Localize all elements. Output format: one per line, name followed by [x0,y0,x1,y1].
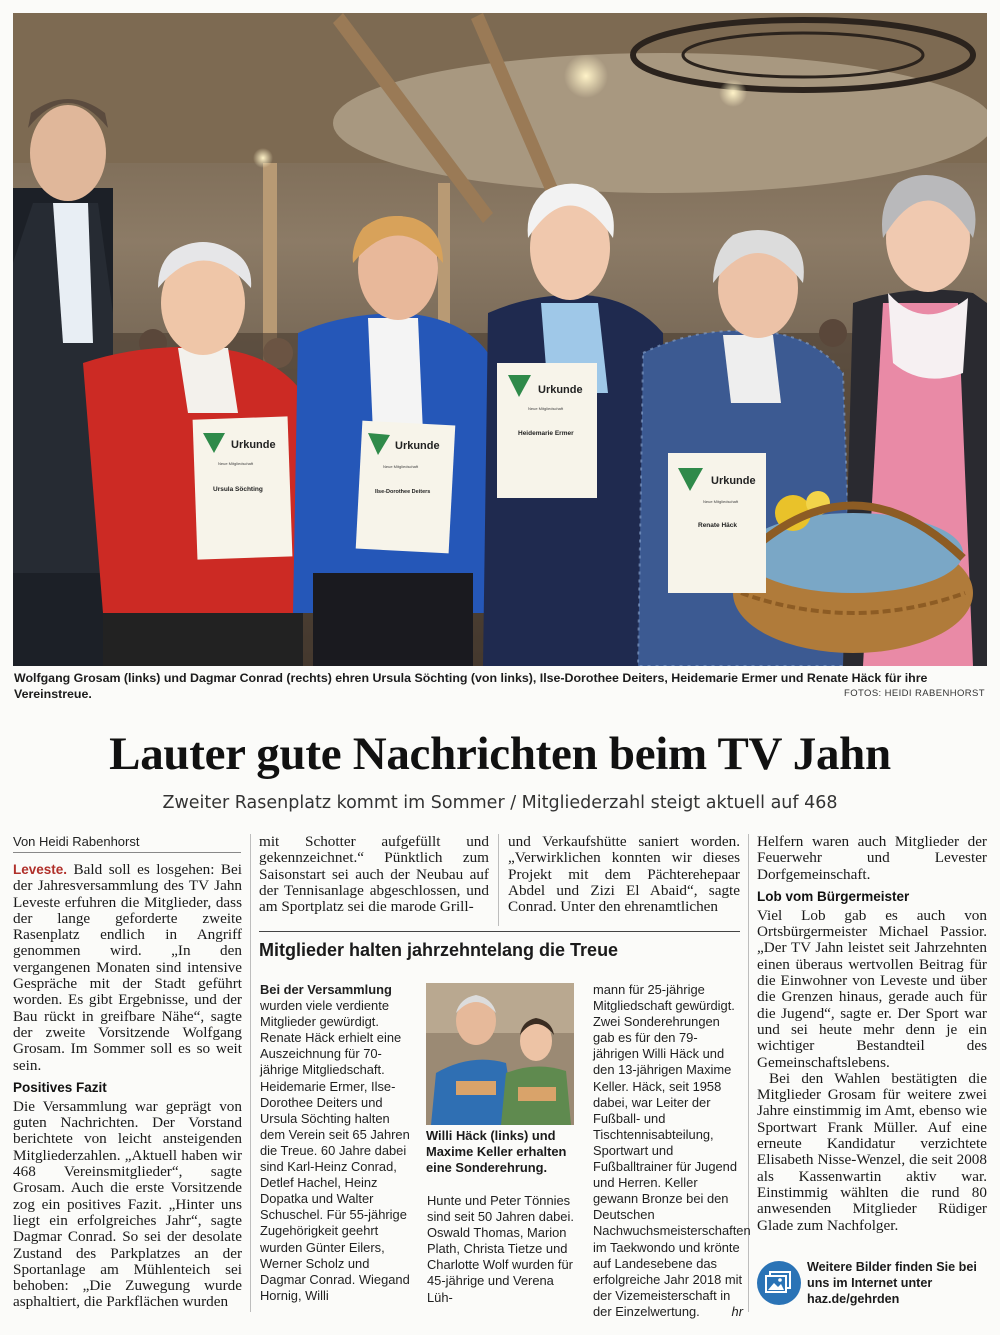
box-column-3 [593,982,751,1320]
paragraph: und Verkaufshütte saniert worden. „Verwirklichen konnten wir dieses Projekt mit dem Pächterehepaar Abdel und Zizi El Abaid“, sagte Conrad. Unter den ehrenamtlichen [508,833,740,916]
article-column-4 [757,834,987,1234]
box-text: wurden viele verdiente Mitglieder gewürdigt. Renate Häck erhielt eine Auszeichnung für 70-jährige Mitgliedschaft. Heidemarie Ermer, Ilse-Dorothee Deiters und Ursula Söchting halten dem Verein seit 65 Jahren die Treue. 60 Jahre dabei sind Karl-Heinz Conrad, Detlef Hachel, Heinz Dopatka und Walter Schuschel. Für 55-jährige Zugehörigkeit geehrt wurden Günter Eilers, Werner Scholz und Dagmar Conrad. Wiegand Hornig, Willi [260,998,410,1303]
column-rule [498,834,499,926]
subheading-lob-vom-buergermeister: Lob vom Bürgermeister [757,888,910,904]
photo-gallery-icon [757,1261,801,1305]
box-lead-bold: Bei der Versammlung [260,982,392,997]
box-title: Mitglieder halten jahrzehntelang die Treue [259,940,619,960]
box-text: Hunte und Peter Tönnies sind seit 50 Jahren dabei. Oswald Thomas, Marion Plath, Christa Tietze und Charlotte Wolf wurden für 45-jährige und Verena Lüh- [427,1193,574,1305]
box-column-1 [260,982,415,1304]
column-rule [748,834,749,1312]
certificate-2 [356,421,456,554]
certificate-2-name: Ilse-Dorothee Deiters [375,489,431,495]
box-text: mann für 25-jährige Mitgliedschaft gewürdigt. Zwei Sonderehrungen gab es für den 79-jährigen Willi Häck und den 13-jährigen Maxime Keller. Häck, seit 1958 dabei, war Leiter der Fußball- und Tischtennisabteilung, Sportwart und Fußballtrainer für Jugend und Herren. Keller gewann Bronze bei den Deutschen Nachwuchsmeisterschaften im Taekwondo und krönte auf Landesebene das erfolgreiche Jahr 2018 mit der Vizemeisterschaft in der Einzelwertung. [593,982,751,1319]
article-column-1 [13,862,242,1311]
photo-credit: FOTOS: HEIDI RABENHORST [844,688,985,699]
promo-text: Weitere Bilder finden Sie bei uns im Internet unter haz.de/gehrden [807,1260,977,1306]
paragraph: Helfern waren auch Mitglieder der Feuerwehr und Levester Dorfgemeinschaft. [757,833,987,883]
subheading-positives-fazit: Positives Fazit [13,1079,107,1095]
paragraph: Bei den Wahlen bestätigten die Mitglieder Grosam für weitere zwei Jahre einstimmig im Amt, ebenso wie Sportwart Frank Müller. Auf eine erneute Kandidatur verzichtete Elisabeth Nisse-Wenzel, die seit 2008 als Kassenwartin aktiv war. Einstimmig wählten die rund 80 anwesenden Mitglieder Rüdiger Glade zum Nachfolger. [757,1069,987,1234]
web-promo[interactable] [757,1259,989,1319]
certificate-4-line: Neue Mitgliedschaft [703,499,739,504]
inset-caption: Willi Häck (links) und Maxime Keller erhalten eine Sonderehrung. [426,1128,567,1175]
paragraph: Viel Lob gab es auch von Ortsbürgermeister Michael Passior. „Der TV Jahn leistet seit Jahrzehnten einen überaus wertvollen Beitrag für die Einwohner von Leveste und über die Grenzen hinaus, gerade auch für die Jugend“, sagte er. Der Sport war und sei heute mehr denn je ein wichtiger Bestandteil des Gemeinschaftslebens. [757,906,987,1071]
box-column-2 [427,1193,575,1306]
article-column-3 [508,834,740,915]
certificate-3-line: Neue Mitgliedschaft [528,406,564,411]
box-top-rule [259,931,740,932]
certificate-4-title: Urkunde [711,475,756,487]
inset-photo [426,983,574,1125]
dateline: Leveste. [13,862,68,877]
author-initials: hr [731,1303,743,1319]
award-ceremony-photo [13,13,987,666]
certificate-2-title: Urkunde [395,440,440,452]
main-photo [13,13,987,666]
lead-paragraph: Bald soll es losgehen: Bei der Jahresversammlung des TV Jahn Leveste erfuhren die Mitglieder, dass der lange geforderte zweite Rasenplatz endlich in Angriff genommen wird. „In den vergangenen Monaten sind intensive Gespräche mit der Stadt geführt worden. Es gibt Ergebnisse, und der Bau rückt in greifbare Nähe“, sagte der zweite Vorsitzende Wolfgang Grosam. Im Sommer soll es so weit sein. [13,861,243,1074]
subheadline: Zweiter Rasenplatz kommt im Sommer / Mitgliederzahl steigt aktuell auf 468 [162,793,838,813]
certificate-3-name: Heidemarie Ermer [518,430,574,437]
column-rule [250,834,251,1312]
photo-caption: Wolfgang Grosam (links) und Dagmar Conrad (rechts) ehren Ursula Söchting (von links), Ilse-Dorothee Deiters, Heidemarie Ermer und Renate Häck für ihre Vereinstreue. [14,671,928,701]
paragraph: mit Schotter aufgefüllt und gekennzeichnet.“ Pünktlich zum Saisonstart sei auch der Neubau auf der Tennisanlage abgeschlossen, und am Sportplatz sei die marode Grill- [259,833,489,916]
article-column-2 [259,834,489,915]
paragraph: Die Versammlung war geprägt von guten Nachrichten. Der Vorstand berichtete von leicht ansteigenden Mitgliederzahlen. „Aktuell haben wir 468 Vereinsmitglieder“, sagte Grosam. Auch die erste Vorsitzende zog ein positives Fazit. „Hinter uns liegt ein erfolgreiches Jahr“, sagte Dagmar Conrad. So sei der desolate Zustand des Parkplatzes an der Sportanlage am Mühlenteich sei behoben: „Die Zuwegung wurde asphaltiert, die Parkflächen wurden [13,1097,242,1311]
certificate-1-title: Urkunde [231,439,276,451]
certificate-1 [193,416,293,559]
certificate-3 [497,363,597,498]
certificate-1-line: Neue Mitgliedschaft [218,461,254,466]
certificate-1-name: Ursula Söchting [213,486,263,493]
certificate-4 [668,453,766,593]
byline: Von Heidi Rabenhorst [13,834,241,853]
certificate-3-title: Urkunde [538,384,583,396]
certificate-4-name: Renate Häck [698,522,738,529]
honorees-photo [426,983,574,1125]
certificate-2-line: Neue Mitgliedschaft [383,464,419,469]
headline: Lauter gute Nachrichten beim TV Jahn [109,728,891,780]
